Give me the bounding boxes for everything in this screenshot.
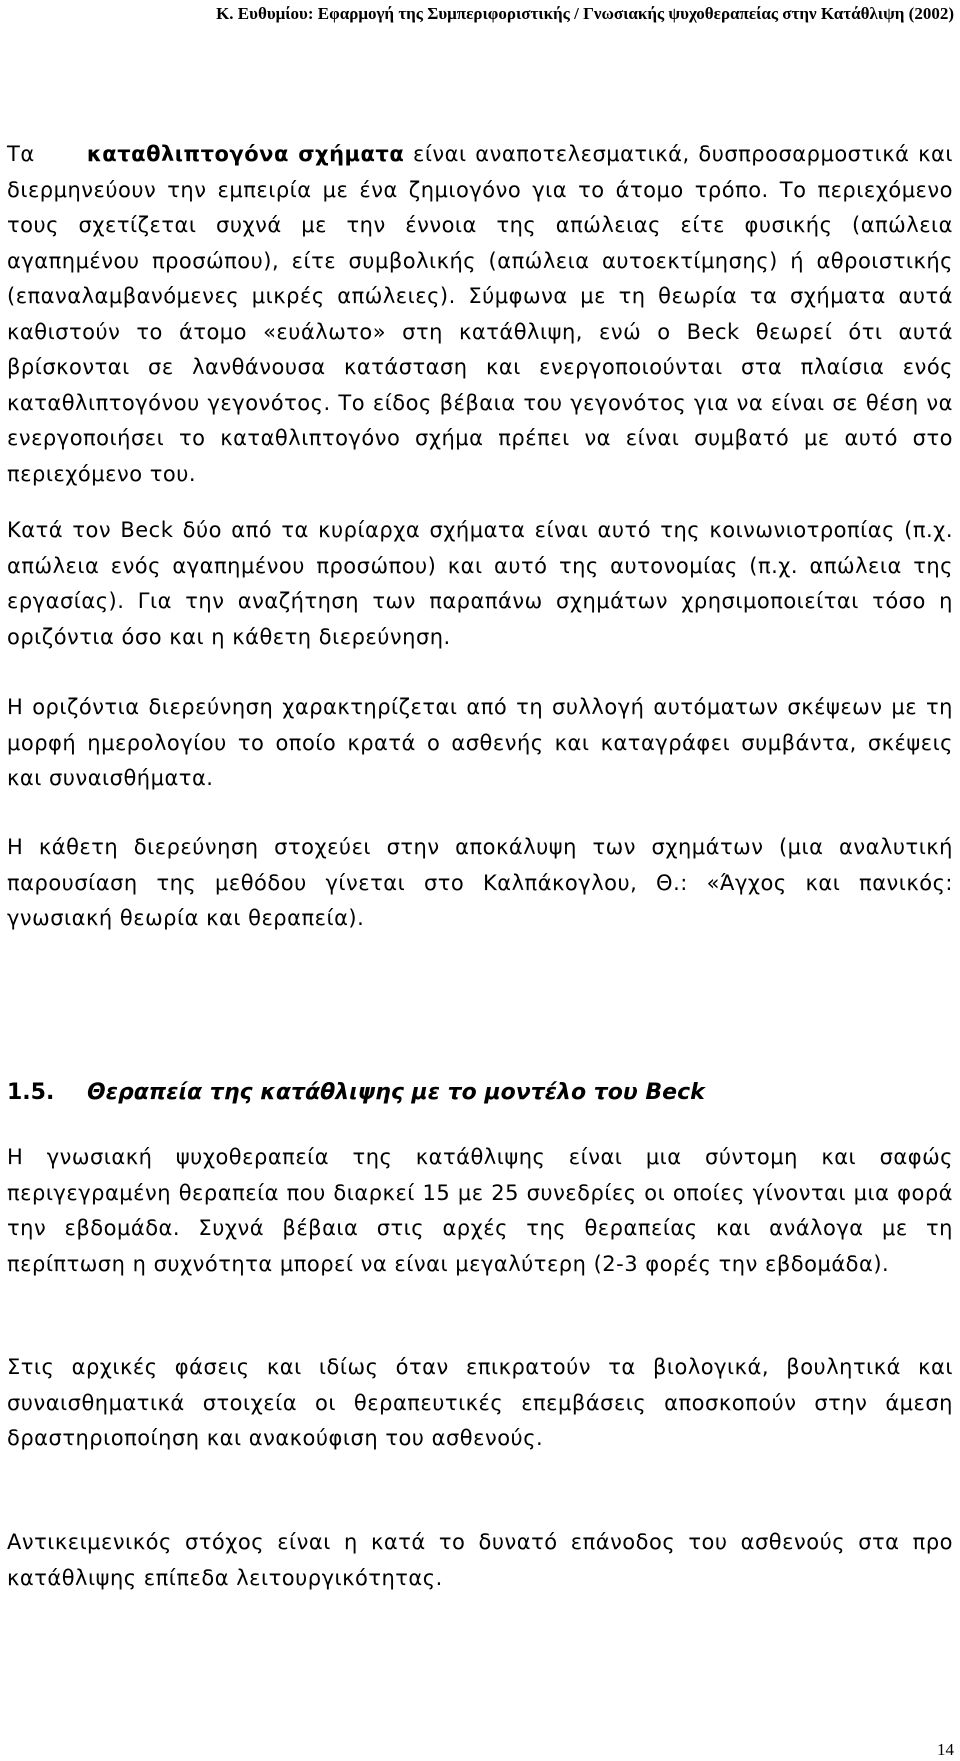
paragraph-horizontal-exploration: Η οριζόντια διερεύνηση χαρακτηρίζεται από τη συλλογή αυτόματων σκέψεων με τη μορφή ημερολογίου το οποίο κρατά ο ασθενής και καταγράφει συμβάντα, σκέψεις και συναισθήματα. — [7, 695, 953, 790]
running-header: Κ. Ευθυμίου: Εφαρμογή της Συμπεριφοριστικής / Γνωσιακής ψυχοθεραπείας στην Κατάθλιψη (2002) — [216, 4, 954, 23]
paragraph-depressogenic-schemas — [7, 137, 953, 492]
page-number: 14 — [937, 1740, 954, 1759]
section-heading — [7, 1080, 705, 1105]
paragraph-objective: Αντικειμενικός στόχος είναι η κατά το δυνατό επάνοδος του ασθενούς στα προ κατάθλιψης επίπεδα λειτουργικότητας. — [7, 1530, 953, 1590]
section-number: 1.5. — [7, 1080, 55, 1105]
paragraph-lead: Τα — [7, 142, 35, 166]
paragraph-initial-phases: Στις αρχικές φάσεις και ιδίως όταν επικρατούν τα βιολογικά, βουλητικά και συναισθηματικά στοιχεία οι θεραπευτικές επεμβάσεις αποσκοπούν στην άμεση δραστηριοποίηση και ανακούφιση του ασθενούς. — [7, 1355, 953, 1450]
section-title: Θεραπεία της κατάθλιψης με το μοντέλο του Beck — [87, 1080, 705, 1105]
paragraph-beck-schemas: Κατά τον Beck δύο από τα κυρίαρχα σχήματα είναι αυτό της κοινωνιοτροπίας (π.χ. απώλεια ενός αγαπημένου προσώπου) και αυτό της αυτονομίας (π.χ. απώλεια της εργασίας). Για την αναζήτηση των παραπάνω σχημάτων χρησιμοποιείται τόσο η οριζόντια όσο και η κάθετη διερεύνηση. — [7, 518, 953, 649]
bold-term: καταθλιπτογόνα σχήματα — [86, 142, 405, 166]
paragraph-text: είναι αναποτελεσματικά, δυσπροσαρμοστικά και διερμηνεύουν την εμπειρία με ένα ζημιογόνο για το άτομο τρόπο. Το περιεχόμενο τους σχετίζεται συχνά με την έννοια της απώλειας είτε φυσικής (απώλεια αγαπημένου προσώπου), είτε συμβολικής (απώλεια αυτοεκτίμησης) ή αθροιστικής (επαναλαμβανόμενες μικρές απώλειες). Σύμφωνα με τη θεωρία τα σχήματα αυτά καθιστούν το άτομο «ευάλωτο» στη κατάθλιψη, ενώ ο Beck θεωρεί ότι αυτά βρίσκονται σε λανθάνουσα κατάσταση και ενεργοποιούνται στα πλαίσια ενός καταθλιπτογόνου γεγονότος. Το είδος βέβαια του γεγονότος για να είναι σε θέση να ενεργοποιήσει το καταθλιπτογόνο σχήμα πρέπει να είναι συμβατό με αυτό στο περιεχόμενο του. — [7, 142, 953, 486]
paragraph-vertical-exploration: Η κάθετη διερεύνηση στοχεύει στην αποκάλυψη των σχημάτων (μια αναλυτική παρουσίαση της μεθόδου γίνεται στο Καλπάκογλου, Θ.: «Άγχος και πανικός: γνωσιακή θεωρία και θεραπεία). — [7, 835, 953, 930]
paragraph-therapy-duration: Η γνωσιακή ψυχοθεραπεία της κατάθλιψης είναι μια σύντομη και σαφώς περιγεγραμένη θεραπεία που διαρκεί 15 με 25 συνεδρίες οι οποίες γίνονται μια φορά την εβδομάδα. Συχνά βέβαια στις αρχές της θεραπείας και ανάλογα με τη περίπτωση η συχνότητα μπορεί να είναι μεγαλύτερη (2-3 φορές την εβδομάδα). — [7, 1145, 953, 1276]
